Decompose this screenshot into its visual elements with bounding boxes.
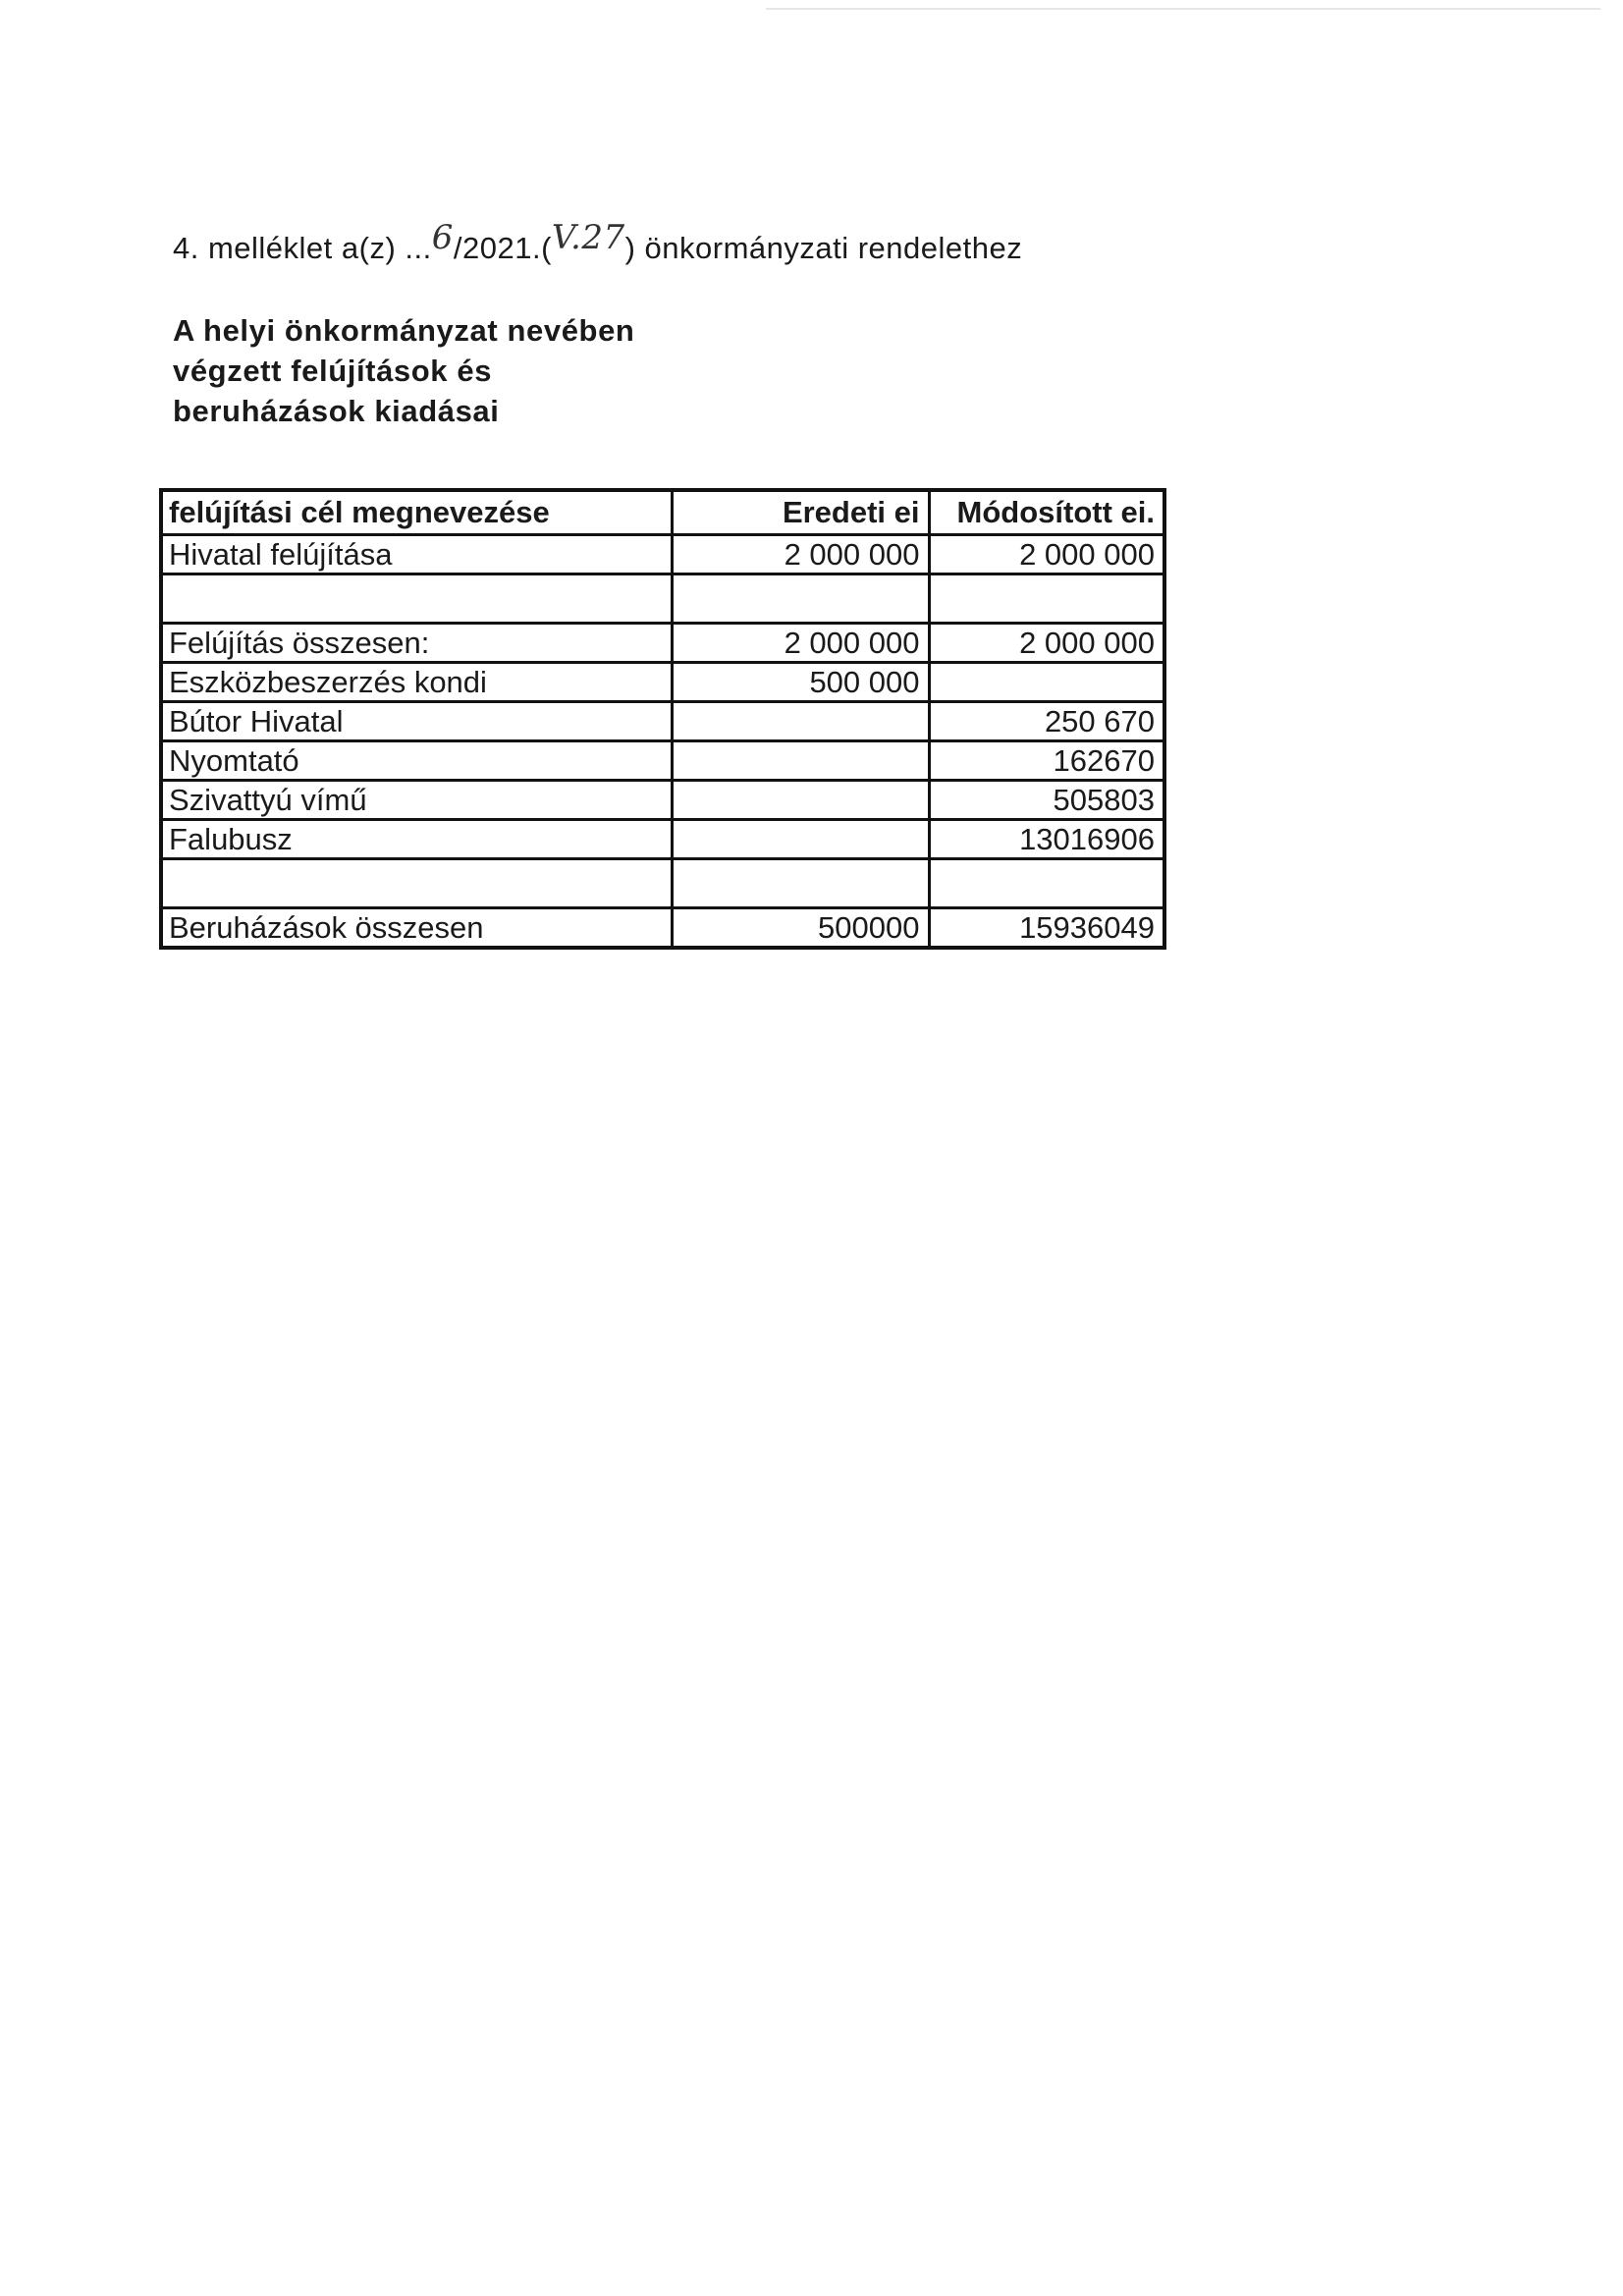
- row-original: 2 000 000: [672, 535, 929, 574]
- row-name: Beruházások összesen: [161, 908, 672, 949]
- row-modified: 505803: [929, 781, 1164, 820]
- table-row: [161, 702, 1164, 741]
- table-header-row: [161, 490, 1164, 535]
- row-original: 500 000: [672, 663, 929, 702]
- row-modified: [929, 859, 1164, 908]
- annex-prefix: 4. melléklet a(z) ...: [173, 231, 432, 265]
- row-name: Bútor Hivatal: [161, 702, 672, 741]
- title-line-2: végzett felújítások és: [173, 354, 493, 388]
- table-row: [161, 820, 1164, 859]
- handwritten-decree-date: V.27: [551, 218, 625, 257]
- row-original: 500000: [672, 908, 929, 949]
- row-name: [161, 574, 672, 624]
- annex-suffix: ) önkormányzati rendelethez: [624, 231, 1023, 265]
- row-name: Hivatal felújítása: [161, 535, 672, 574]
- row-modified: 2 000 000: [929, 624, 1164, 663]
- row-name: [161, 859, 672, 908]
- row-original: [672, 574, 929, 624]
- header-modified-estimate: Módosított ei.: [929, 490, 1164, 535]
- row-modified: 13016906: [929, 820, 1164, 859]
- row-modified: [929, 663, 1164, 702]
- table-row-subtotal: [161, 624, 1164, 663]
- scan-artifact-line: [766, 8, 1600, 10]
- row-modified: 2 000 000: [929, 535, 1164, 574]
- header-original-estimate: Eredeti ei: [672, 490, 929, 535]
- row-name: Falubusz: [161, 820, 672, 859]
- row-original: 2 000 000: [672, 624, 929, 663]
- row-original: [672, 820, 929, 859]
- row-modified: [929, 574, 1164, 624]
- row-original: [672, 741, 929, 781]
- annex-year: /2021.(: [453, 231, 552, 265]
- table-row: [161, 781, 1164, 820]
- table-row-blank: [161, 574, 1164, 624]
- table-row-blank: [161, 859, 1164, 908]
- table-row: [161, 663, 1164, 702]
- title-line-1: A helyi önkormányzat nevében: [173, 313, 635, 348]
- investment-table: [159, 488, 1166, 950]
- header-purpose: felújítási cél megnevezése: [161, 490, 672, 535]
- row-name: Nyomtató: [161, 741, 672, 781]
- row-original: [672, 781, 929, 820]
- document-title: [173, 310, 634, 431]
- row-name: Szivattyú vímű: [161, 781, 672, 820]
- row-modified: 15936049: [929, 908, 1164, 949]
- annex-reference: [173, 218, 1023, 267]
- table-row-total: [161, 908, 1164, 949]
- row-original: [672, 702, 929, 741]
- table-row: [161, 741, 1164, 781]
- row-name: Eszközbeszerzés kondi: [161, 663, 672, 702]
- row-modified: 250 670: [929, 702, 1164, 741]
- title-line-3: beruházások kiadásai: [173, 394, 500, 428]
- table-row: [161, 535, 1164, 574]
- row-name: Felújítás összesen:: [161, 624, 672, 663]
- row-modified: 162670: [929, 741, 1164, 781]
- row-original: [672, 859, 929, 908]
- handwritten-decree-number: 6: [431, 218, 454, 257]
